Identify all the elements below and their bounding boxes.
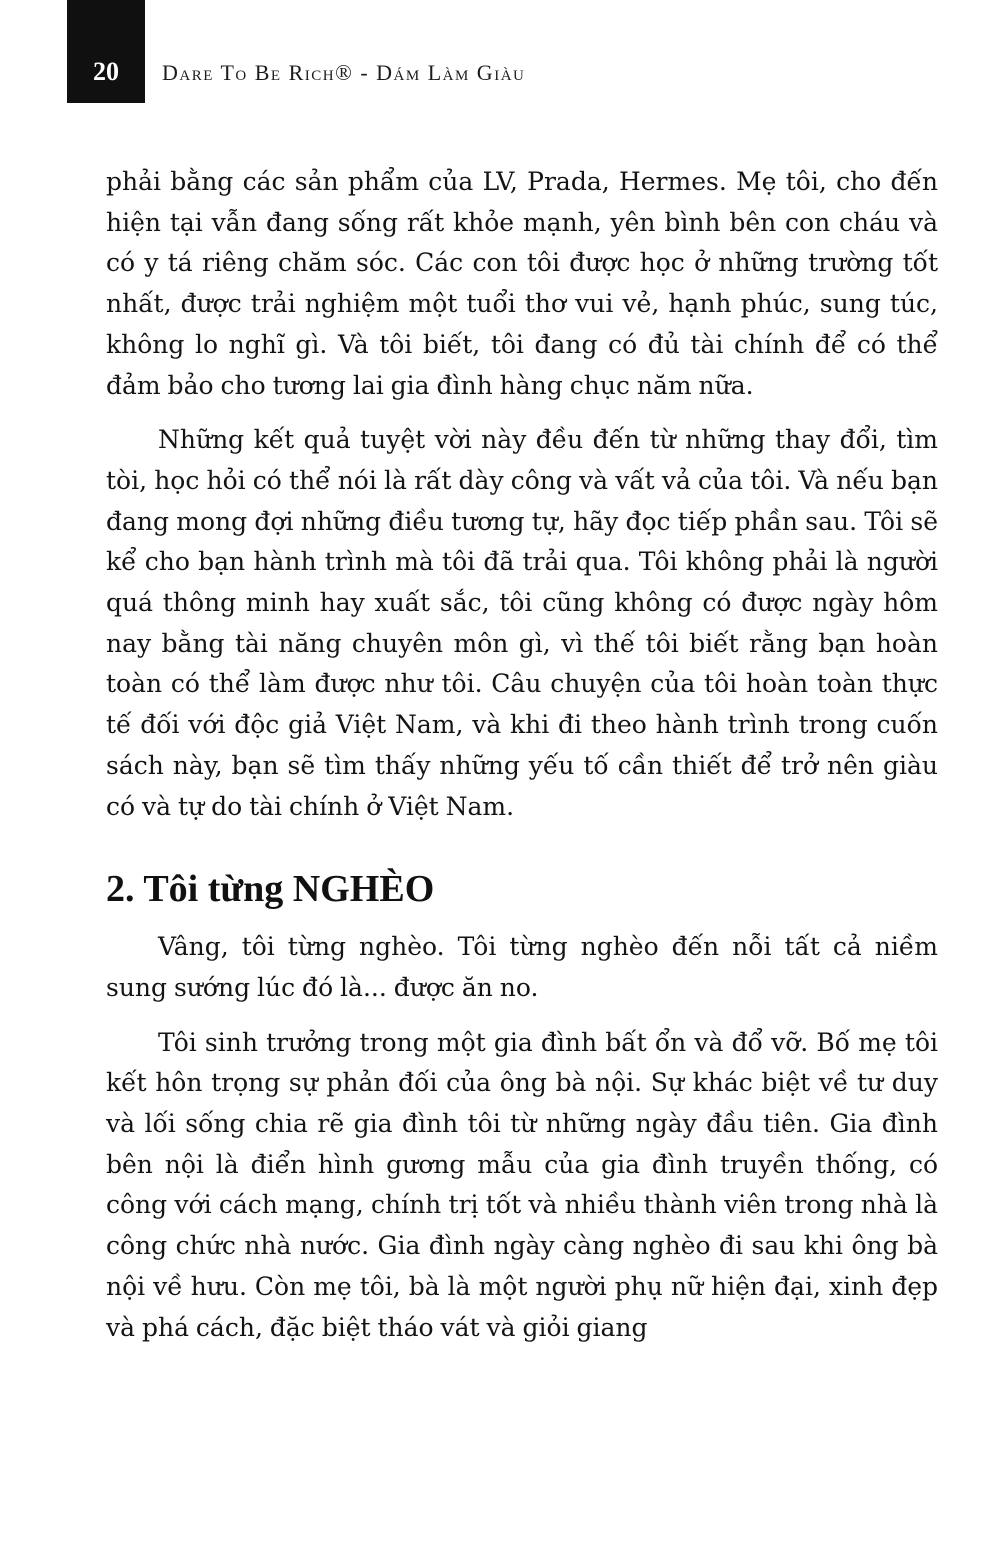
page-number-block	[67, 0, 145, 103]
paragraph: Những kết quả tuyệt vời này đều đến từ những thay đổi, tìm tòi, học hỏi có thể nói là rất dày công và vất vả của tôi. Và nếu bạn đang mong đợi những điều tương tự, hãy đọc tiếp phần sau. Tôi sẽ kể cho bạn hành trình mà tôi đã trải qua. Tôi không phải là người quá thông minh hay xuất sắc, tôi cũng không có được ngày hôm nay bằng tài năng chuyên môn gì, vì thế tôi biết rằng bạn hoàn toàn có thể làm được như tôi. Câu chuyện của tôi hoàn toàn thực tế đối với độc giả Việt Nam, và khi đi theo hành trình trong cuốn sách này, bạn sẽ tìm thấy những yếu tố cần thiết để trở nên giàu có và tự do tài chính ở Việt Nam.	[106, 425, 938, 821]
section-heading: 2. Tôi từng NGHÈO	[106, 868, 435, 911]
paragraph: Vâng, tôi từng nghèo. Tôi từng nghèo đến nỗi tất cả niềm sung sướng lúc đó là... được ăn no.	[106, 932, 938, 1002]
paragraph: Tôi sinh trưởng trong một gia đình bất ổn và đổ vỡ. Bố mẹ tôi kết hôn trọng sự phản đối của ông bà nội. Sự khác biệt về tư duy và lối sống chia rẽ gia đình tôi từ những ngày đầu tiên. Gia đình bên nội là điển hình gương mẫu của gia đình truyền thống, có công với cách mạng, chính trị tốt và nhiều thành viên trong nhà là công chức nhà nước. Gia đình ngày càng nghèo đi sau khi ông bà nội về hưu. Còn mẹ tôi, bà là một người phụ nữ hiện đại, xinh đẹp và phá cách, đặc biệt tháo vát và giỏi giang	[106, 1027, 938, 1342]
running-header-title: Dare To Be Rich® - Dám Làm Giàu	[162, 60, 526, 85]
page-body	[106, 162, 938, 1348]
page-number: 20	[93, 57, 119, 86]
paragraph-continued: phải bằng các sản phẩm của LV, Prada, Hermes. Mẹ tôi, cho đến hiện tại vẫn đang sống rất khỏe mạnh, yên bình bên con cháu và có y tá riêng chăm sóc. Các con tôi được học ở những trường tốt nhất, được trải nghiệm một tuổi thơ vui vẻ, hạnh phúc, sung túc, không lo nghĩ gì. Và tôi biết, tôi đang có đủ tài chính để có thể đảm bảo cho tương lai gia đình hàng chục năm nữa.	[106, 167, 938, 400]
